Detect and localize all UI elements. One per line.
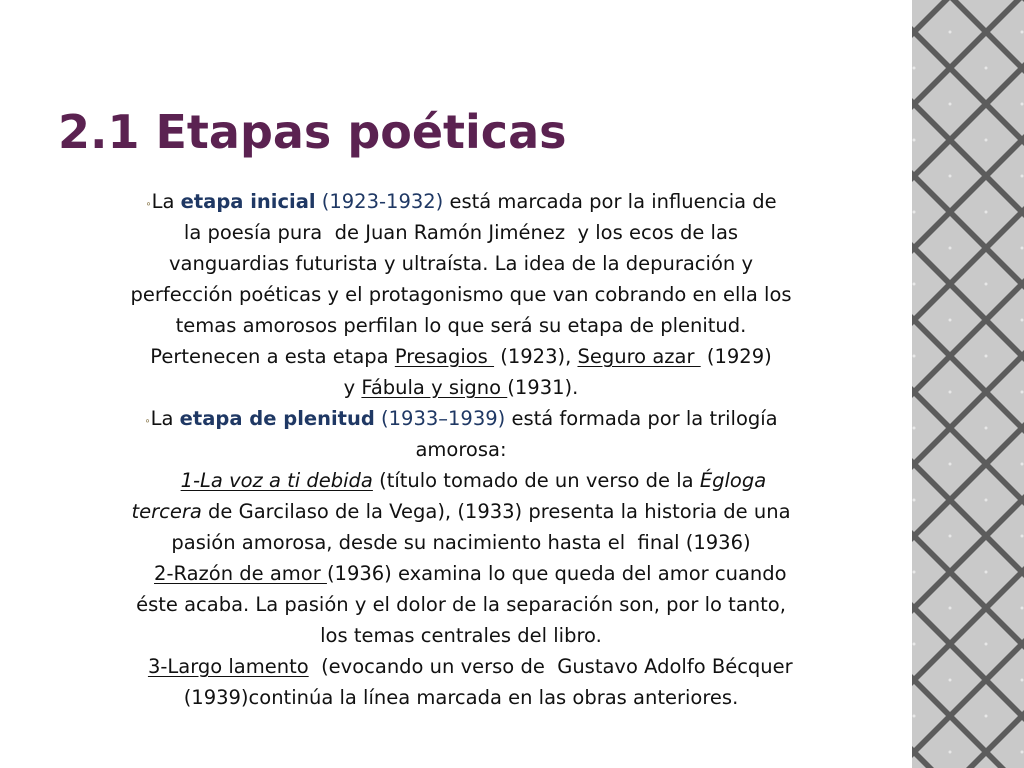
para1-line-1	[62, 186, 860, 217]
indent	[135, 562, 154, 585]
item3-text: (evocando un verso de Gustavo Adolfo Bécquer	[308, 655, 793, 678]
work-title-fabula-y-signo: Fábula y signo	[361, 376, 508, 399]
indent	[129, 655, 148, 678]
para2-line-1	[62, 403, 860, 434]
work-title-egloga: Égloga	[699, 469, 767, 492]
etapa-inicial-label: etapa inicial	[180, 190, 316, 213]
para1-text: (1923),	[494, 345, 578, 368]
work-title-presagios: Presagios	[394, 345, 495, 368]
para1-line-6	[62, 341, 860, 372]
para1-text: Pertenecen a esta etapa	[150, 345, 395, 368]
item1-line-3: pasión amorosa, desde su nacimiento hasta el final (1936)	[171, 531, 751, 554]
slide-body	[62, 186, 860, 713]
bullet-icon: ∘	[145, 199, 152, 210]
para1-line-5: temas amorosos perfilan lo que será su etapa de plenitud.	[175, 314, 747, 337]
item2-line-3: los temas centrales del libro.	[320, 624, 602, 647]
para1-text: La	[151, 190, 181, 213]
para1-text: (1929)	[700, 345, 772, 368]
slide-title: 2.1 Etapas poéticas	[58, 105, 567, 159]
work-title-razon-de-amor: 2-Razón de amor	[154, 562, 327, 585]
item1-line-1	[62, 465, 860, 496]
para1-line-4: perfección poéticas y el protagonismo que van cobrando en ella los	[130, 283, 792, 306]
item1-text: de Garcilaso de la Vega), (1933) presenta la historia de una	[201, 500, 791, 523]
para1-text: y	[343, 376, 362, 399]
decorative-diamond-pattern	[912, 0, 1024, 768]
work-title-largo-lamento: 3-Largo lamento	[147, 655, 309, 678]
work-title-tercera: tercera	[131, 500, 202, 523]
para1-text: (1931).	[507, 376, 579, 399]
para1-line-2: la poesía pura de Juan Ramón Jiménez y los ecos de las	[183, 221, 739, 244]
para2-text: está formada por la trilogía	[505, 407, 778, 430]
item1-line-2	[62, 496, 860, 527]
para1-line-3: vanguardias futurista y ultraísta. La idea de la depuración y	[169, 252, 753, 275]
item2-text: (1936) examina lo que queda del amor cuando	[326, 562, 787, 585]
bullet-icon: ∘	[144, 416, 151, 427]
item3-line-2: (1939)continúa la línea marcada en las obras anteriores.	[183, 686, 739, 709]
para2-text: La	[150, 407, 180, 430]
para1-line-7	[62, 372, 860, 403]
para2-line-2: amorosa:	[415, 438, 507, 461]
item3-line-1	[62, 651, 860, 682]
etapa-inicial-dates: (1923-1932)	[315, 190, 444, 213]
etapa-plenitud-label: etapa de plenitud	[179, 407, 375, 430]
para1-text: está marcada por la influencia de	[443, 190, 777, 213]
work-title-la-voz-a-ti-debida: 1-La voz a ti debida	[180, 469, 373, 492]
item2-line-1	[62, 558, 860, 589]
work-title-seguro-azar: Seguro azar	[577, 345, 701, 368]
item2-line-2: éste acaba. La pasión y el dolor de la separación son, por lo tanto,	[136, 593, 786, 616]
indent	[156, 469, 181, 492]
etapa-plenitud-dates: (1933–1939)	[374, 407, 506, 430]
item1-text: (título tomado de un verso de la	[372, 469, 700, 492]
